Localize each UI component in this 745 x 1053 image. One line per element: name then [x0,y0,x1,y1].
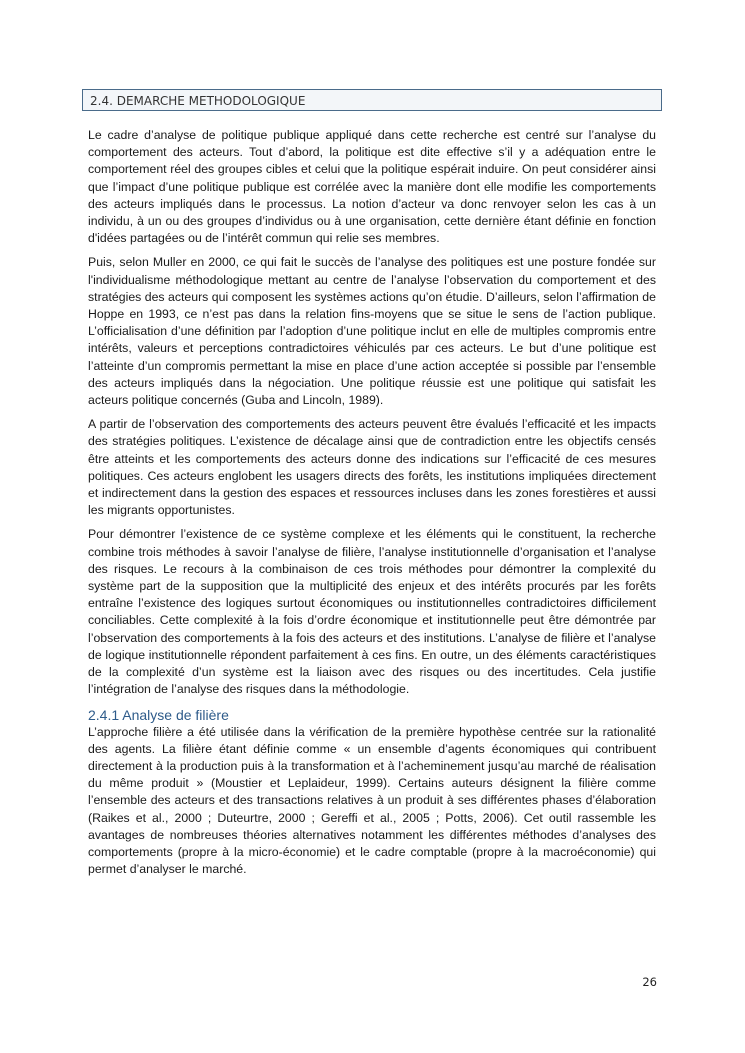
page-number: 26 [642,975,657,989]
paragraph-three-methods: Pour démontrer l’existence de ce système complexe et les éléments qui le constituent, la recherche combine trois méthodes à savoir l’analyse de filière, l’analyse institutionnelle d’organisation et l’analyse des risques. Le recours à la combinaison de ces trois méthodes pour démontrer la complexité du système part de la supposition que la multiplicité des enjeux et des intérêts procurés par les forêts entraîne l’existence des logiques surtout économiques ou institutionnelles contradictoires difficilement conciliables. Cette complexité à la fois d’ordre économique et institutionnelle peut être démontrée par l’observation des comportements à la fois des acteurs et des institutions. L’analyse de filière et l’analyse de logique institutionnelle répondent parfaitement à ces fins. En outre, un des éléments caractéristiques de la complexité d’un système est la liaison avec des risques ou des incertitudes. Cela justifie l’intégration de l’analyse des risques dans la méthodologie. [88,527,656,697]
section-heading: 2.4. DEMARCHE METHODOLOGIQUE [82,89,662,111]
document-body [88,127,656,885]
paragraph-filiere-approach: L’approche filière a été utilisée dans la vérification de la première hypothèse centrée sur la rationalité des agents. La filière étant définie comme « un ensemble d’agents économiques qui contribuent directement à la production puis à la transformation et à l’acheminement jusqu’au marché de réalisation du même produit » (Moustier et Leplaideur, 1999). Certains auteurs désignent la filière comme l’ensemble des acteurs et des transactions relatives à un produit à ses différentes phases d’élaboration (Raikes et al., 2000 ; Duteurtre, 2000 ; Gereffi et al., 2005 ; Potts, 2006). Cet outil rassemble les avantages de nombreuses théories alternatives notamment les différentes méthodes d’analyses des comportements (propre à la micro-économie) et le cadre comptable (propre à la macroéconomie) qui permet d’analyser le marché. [88,724,656,877]
paragraph-behavior-observation: A partir de l’observation des comportements des acteurs peuvent être évalués l’efficacité et les impacts des stratégies politiques. L’existence de décalage ainsi que de contradiction entre les objectifs censés être atteints et les comportements des acteurs donne des indications sur l’efficacité de ces mesures politiques. Ces acteurs englobent les usagers directs des forêts, les institutions impliquées directement et indirectement dans la gestion des espaces et ressources incluses dans les zones forestières et aussi les migrants opportunistes. [88,417,656,518]
paragraph-actor-analysis: Le cadre d’analyse de politique publique appliqué dans cette recherche est centré sur l’analyse du comportement des acteurs. Tout d’abord, la politique est dite effective s’il y a adéquation entre le comportement réel des groupes cibles et celui que la politique espérait induire. On peut considérer ainsi que l’impact d’une politique publique est corrélée avec la manière dont elle modifie les comportements des acteurs impliqués dans le processus. La notion d’acteur va donc renvoyer selon les cas à un individu, à un ou des groupes d’individus ou à une organisation, cette dernière étant définie en fonction d'idées partagées ou de l’intérêt commun qui relie ses membres. [88,128,656,246]
paragraph-muller-individualism: Puis, selon Muller en 2000, ce qui fait le succès de l’analyse des politiques est une posture fondée sur l'individualisme méthodologique mettant au centre de l’analyse l’observation du comportement et des stratégies des acteurs qui composent les systèmes actions qu’on étudie. D’ailleurs, selon l’affirmation de Hoppe en 1993, ce n’est pas dans la relation fins-moyens que se situe le sens de l’action publique. L’officialisation d’une définition par l’adoption d’une politique inclut en elle de multiples compromis entre intérêts, valeurs et perceptions contradictoires véhiculés par ces acteurs. Le but d’une politique est l’atteinte d’un compromis permettant la mise en place d’une action acceptée si possible par l’ensemble des acteurs impliqués dans la négociation. Une politique réussie est une politique qui satisfait les acteurs politique concernés (Guba and Lincoln, 1989). [88,255,656,408]
subsection-heading: 2.4.1 Analyse de filière [88,706,229,723]
